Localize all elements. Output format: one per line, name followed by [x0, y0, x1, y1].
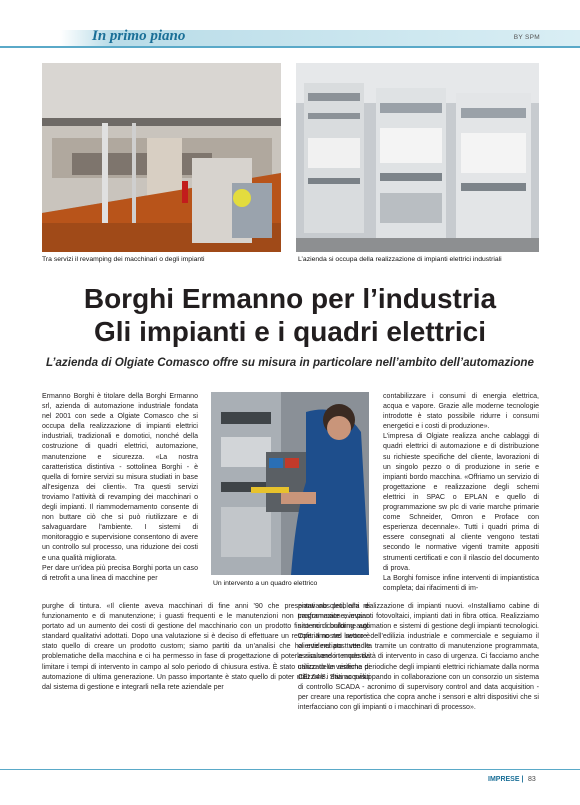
paragraph: contabilizzare i consumi di energia elettrica, acqua e vapore. Grazie alle moderne tecnologie introdotte è stato possibile ridurre i consumi energetici e i costi di produzione».	[383, 393, 539, 431]
paragraph: La Borghi fornisce infine interventi di impiantistica completa; dai rifacimenti di im-	[383, 574, 539, 592]
headline-line-1: Borghi Ermanno per l’industria	[83, 283, 497, 314]
paragraph: L’impresa di Olgiate realizza anche cablaggi di quadri elettrici di automazione e di distribuzione su richieste specifiche del cliente, lavorazioni di un singolo pezzo o di produzione in serie e impianti bordo macchina. «Offriamo un servizio di progettazione e realizzazione degli schemi elettrici in SPAC o EPLAN e quello di programmazione sw plc di varie marche primarie come Schneider, Omron e Proface con esperienza decennale». Tutti i quadri prima di essere consegnati al cliente vengono testati secondo le normative vigenti tramite appositi strumenti certificati e con il rilascio del documento di prova.	[383, 433, 539, 572]
article-column-1	[42, 392, 198, 584]
subtitle: L’azienda di Olgiate Comasco offre su misura in particolare nell’ambito dell’automazione	[46, 356, 534, 369]
article-wide-block-right	[298, 602, 539, 713]
footer-rule	[0, 769, 580, 770]
headline-line-2: Gli impianti e i quadri elettrici	[93, 316, 487, 347]
header-band	[0, 30, 580, 46]
footer-publication-label: IMPRESE |	[488, 776, 524, 783]
paragraph: Ermanno Borghi è titolare della Borghi Ermanno srl, azienda di automazione industriale fondata nel 2001 con sede a Olgiate Comasco che si occupa della realizzazione di impianti elettrici industriali, tradizionali e domotici, nonché della costruzione di quadri elettrici, automazione, manutenzione e sicurezza. «La nostra caratteristica distintiva - sottolinea Borghi - è quella di fornire servizi su misura studiati in base all’esigenza dei clienti». Tra questi servizi troviamo l’attività di revamping dei macchinari o degli impianti. Il riammodernamento consente di non buttare ciò che si può riutilizzare e di salvaguardare l’ambiente. I sistemi di monitoraggio e supervisione consentono di avere un controllo sul processo, una riduzione dei costi e una qualità migliorata.	[42, 393, 198, 562]
electrical-panels-photo	[296, 63, 539, 252]
section-title: In primo piano	[92, 28, 186, 44]
article-column-3	[383, 392, 539, 594]
factory-line-photo	[42, 63, 281, 252]
page-number: 83	[528, 776, 536, 783]
paragraph: pianti obsoleti, alla realizzazione di impianti nuovi. «Installiamo cabine di trasformazione, impianti fotovoltaici, impianti dati in fibra ottica. Realizziamo sistemi di building automation e sistemi di gestione degli impianti tecnologici. Operiamo nel settore dell’edilizia industriale e commerciale e seguiamo il cliente nel post vendita tramite un contratto di manutenzione programmata, assicurando tempestività di intervento in caso di urgenza. Ci facciamo anche carico delle verifiche periodiche degli impianti elettrici richiamate dalla norma CEI 64/8. Stiamo sviluppando in collaborazione con un consorzio un sistema di controllo SCADA - acronimo di supervisory control and data acquisition - per creare una reportistica che copra anche i sensori e altri dispositivi che si interfacciano con gli impianti o i macchinari di processo».	[298, 603, 539, 711]
left-photo-caption: Tra servizi il revamping dei macchinari o degli impianti	[42, 256, 205, 263]
paragraph: purghe di tintura. «Il cliente aveva macchinari di fine anni ’90 che presentavano problemi di funzionamento e di manutenzione; i guasti frequenti e le manutenzioni non programmate avevano portato ad un aumento dei costi di gestione del macchinario con un prodotto finito non conforme agli standard qualitativi adottati. Dopo una valutazione si è deciso di effettuare un retrofit. Il nostro lavoro è stato quello di creare un prodotto custom; siamo partiti da un’analisi che ha evidenziato tutte le problematiche della macchina e ci ha permesso in fase di progettazione di poterle risolvere in modo da limitare i tempi di intervento in campo al solo periodo di chiusura estiva. È stato utilizzato un sistema di automazione di ultima generazione. Un passo importante è stato quello di poter utilizzare i dati acquisiti dal sistema di gestione e integrarli nella rete aziendale per	[42, 603, 370, 691]
byline: BY SPM	[513, 34, 540, 41]
inline-photo-caption: Un intervento a un quadro elettrico	[213, 580, 318, 587]
electrician-photo	[211, 392, 369, 575]
paragraph: Per dare un’idea più precisa Borghi porta un caso di retrofit a una linea di macchine per	[42, 564, 198, 582]
right-photo-caption: L’azienda si occupa della realizzazione di impianti elettrici industriali	[298, 256, 502, 263]
header-rule	[0, 46, 580, 48]
